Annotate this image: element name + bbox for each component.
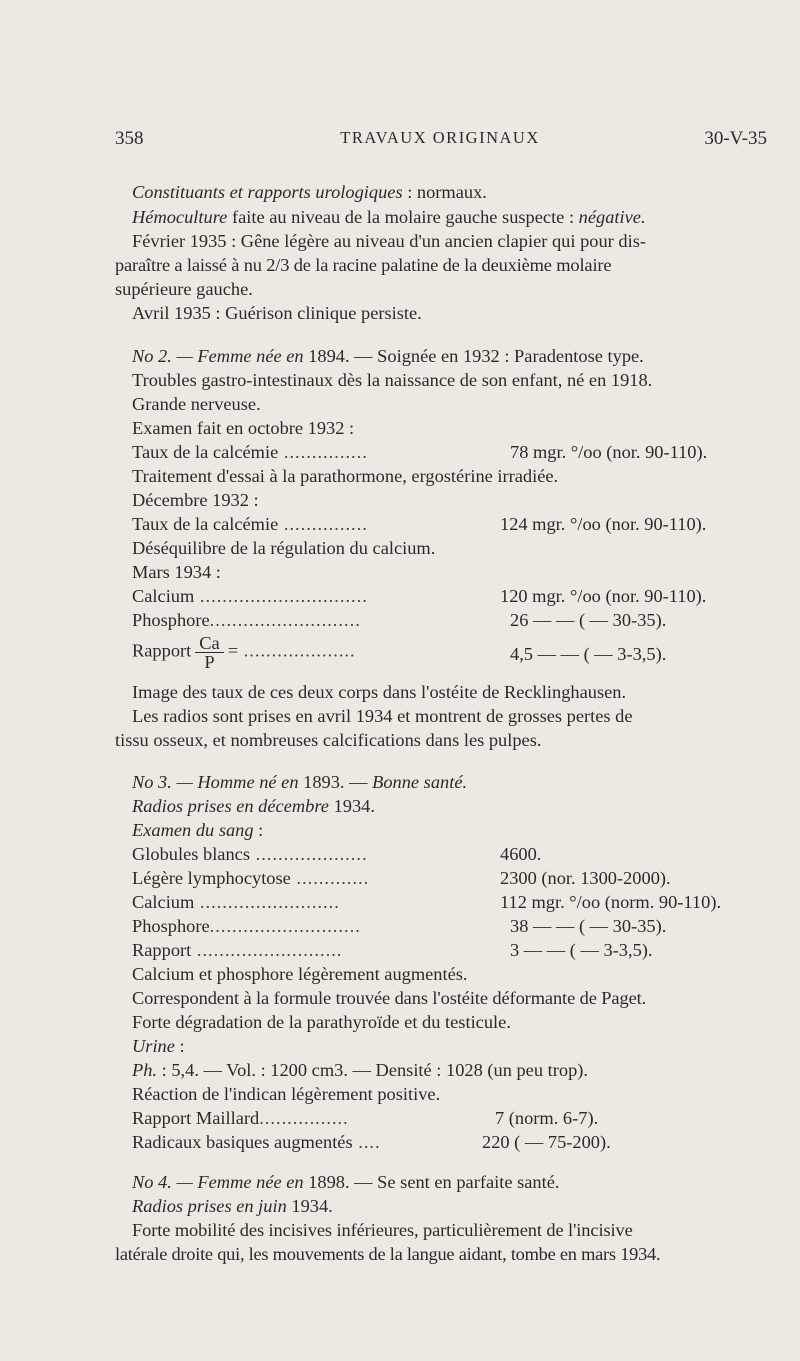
text-line: Correspondent à la formule trouvée dans l'ostéite déformante de Paget. xyxy=(132,988,647,1008)
table-value: 2300 (nor. 1300-2000). xyxy=(500,868,671,888)
table-row: Taux de la calcémie ............... xyxy=(132,442,368,462)
table-row: Radicaux basiques augmentés .... xyxy=(132,1132,381,1152)
text-line: Radios prises en décembre 1934. xyxy=(132,796,375,816)
table-row: Taux de la calcémie ............... xyxy=(132,514,368,534)
text-line: Examen fait en octobre 1932 : xyxy=(132,418,355,438)
text-line: Urine : xyxy=(132,1036,185,1056)
text-line: Constituants et rapports urologiques : normaux. xyxy=(132,182,487,202)
running-header xyxy=(115,128,765,154)
text-line: Traitement d'essai à la parathormone, ergostérine irradiée. xyxy=(132,466,559,486)
table-value: 7 (norm. 6-7). xyxy=(495,1108,599,1128)
table-value: 124 mgr. °/oo (nor. 90-110). xyxy=(500,514,707,534)
ratio-row: Rapport $\frac{Ca}{P}$ = .................... xyxy=(132,633,356,672)
text-line: paraître a laissé à nu 2/3 de la racine palatine de la deuxième molaire xyxy=(115,255,612,275)
case-heading: No 2. — Femme née en 1894. — Soignée en 1932 : Paradentose type. xyxy=(132,346,644,366)
text-line: Déséquilibre de la régulation du calcium. xyxy=(132,538,436,558)
table-value: 78 mgr. °/oo (nor. 90-110). xyxy=(510,442,708,462)
case-heading: No 4. — Femme née en 1898. — Se sent en parfaite santé. xyxy=(132,1172,560,1192)
text-line: Avril 1935 : Guérison clinique persiste. xyxy=(132,303,422,323)
case-heading: No 3. — Homme né en 1893. — Bonne santé. xyxy=(132,772,468,792)
text-line: Examen du sang : xyxy=(132,820,264,840)
text-line: supérieure gauche. xyxy=(115,279,253,299)
table-row: Rapport .......................... xyxy=(132,940,343,960)
text-line: Image des taux de ces deux corps dans l'ostéite de Recklinghausen. xyxy=(132,682,627,702)
text-line: Radios prises en juin 1934. xyxy=(132,1196,333,1216)
text-line: Mars 1934 : xyxy=(132,562,221,582)
text-line: Réaction de l'indican légèrement positive. xyxy=(132,1084,441,1104)
running-title: TRAVAUX ORIGINAUX xyxy=(340,128,540,147)
table-value: 4,5 — — ( — 3-3,5). xyxy=(510,644,667,664)
text-line: Troubles gastro-intestinaux dès la naissance de son enfant, né en 1918. xyxy=(132,370,653,390)
text-line: Ph. : 5,4. — Vol. : 1200 cm3. — Densité : 1028 (un peu trop). xyxy=(132,1060,588,1080)
table-value: 120 mgr. °/oo (nor. 90-110). xyxy=(500,586,707,606)
table-row: Phosphore........................... xyxy=(132,610,361,630)
header-date: 30-V-35 xyxy=(704,128,767,149)
text-line: Février 1935 : Gêne légère au niveau d'un ancien clapier qui pour dis- xyxy=(132,231,646,251)
table-row: Légère lymphocytose ............. xyxy=(132,868,370,888)
table-value: 26 — — ( — 30-35). xyxy=(510,610,667,630)
text-line: latérale droite qui, les mouvements de la langue aidant, tombe en mars 1934. xyxy=(115,1244,661,1264)
text-line: Forte dégradation de la parathyroïde et du testicule. xyxy=(132,1012,511,1032)
table-row: Phosphore........................... xyxy=(132,916,361,936)
page-number: 358 xyxy=(115,128,144,149)
text-line: Les radios sont prises en avril 1934 et montrent de grosses pertes de xyxy=(132,706,633,726)
table-value: 112 mgr. °/oo (norm. 90-110). xyxy=(500,892,722,912)
text-line: Décembre 1932 : xyxy=(132,490,259,510)
text-line: Calcium et phosphore légèrement augmentés. xyxy=(132,964,468,984)
text-line: tissu osseux, et nombreuses calcifications dans les pulpes. xyxy=(115,730,542,750)
table-row: Globules blancs .................... xyxy=(132,844,368,864)
ratio-fraction: $\frac{Ca}{P}$ xyxy=(195,634,223,671)
text-line: Grande nerveuse. xyxy=(132,394,261,414)
table-value: 4600. xyxy=(500,844,542,864)
table-row: Calcium .............................. xyxy=(132,586,368,606)
table-value: 3 — — ( — 3-3,5). xyxy=(510,940,653,960)
table-value: 220 ( — 75-200). xyxy=(482,1132,611,1152)
table-value: 38 — — ( — 30-35). xyxy=(510,916,667,936)
text-line: Hémoculture faite au niveau de la molaire gauche suspecte : négative. xyxy=(132,207,646,227)
table-row: Calcium ......................... xyxy=(132,892,340,912)
table-row: Rapport Maillard................ xyxy=(132,1108,349,1128)
text-line: Forte mobilité des incisives inférieures, particulièrement de l'incisive xyxy=(132,1220,633,1240)
